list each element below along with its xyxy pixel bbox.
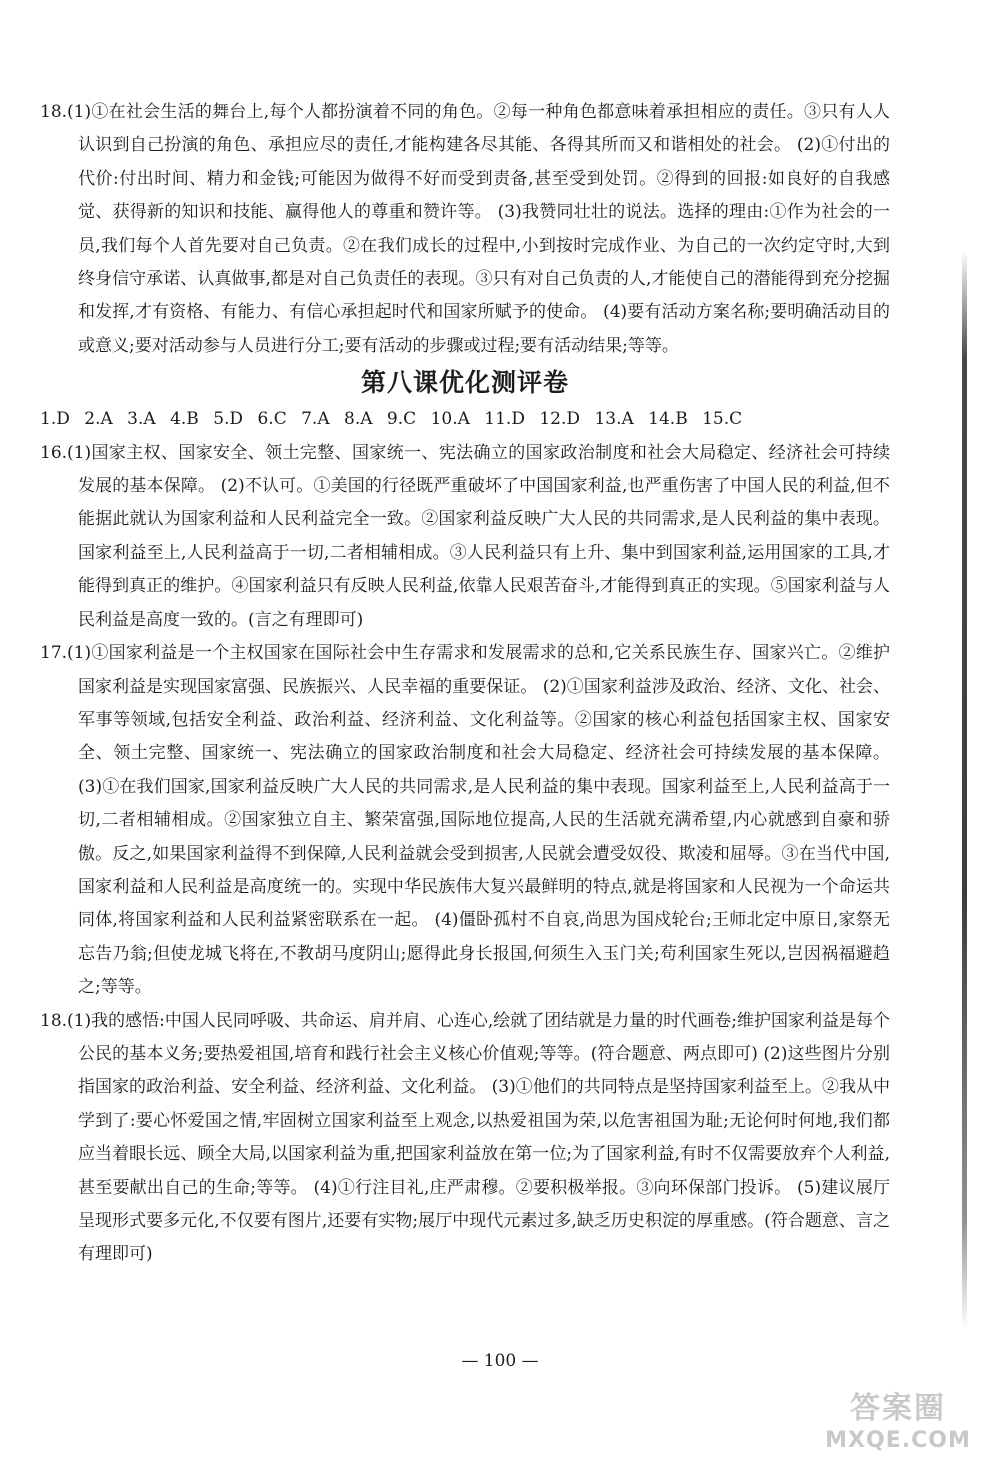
section-title: 第八课优化测评卷 [360, 368, 569, 398]
mc-answer: 11.D [484, 409, 525, 430]
answer-paragraph-16: 16.(1)国家主权、国家安全、领土完整、国家统一、宪法确立的国家政治制度和社会大局稳定、经济社会可持续发展的基本保障。 (2)不认可。①美国的行径既严重破坏了中国国家利益,也严重伤害了中国人民的利益,但不能据此就认为国家利益和人民利益完全一致。②国家利益反映广大人民的共同需求,是人民利益的集中表现。国家利益至上,人民利益高于一切,二者相辅相成。③人民利益只有上升、集中到国家利益,运用国家的工具,才能得到真正的维护。④国家利益只有反映人民利益,依靠人民艰苦奋斗,才能得到真正的实现。⑤国家利益与人民利益是高度一致的。(言之有理即可) [40, 442, 890, 630]
answer-page [40, 96, 890, 1272]
mc-answer: 3.A [127, 409, 156, 430]
mc-answer: 13.A [594, 409, 634, 430]
mc-answer: 2.A [84, 409, 113, 430]
mc-answer: 10.A [430, 409, 470, 430]
answers-bottom [40, 437, 890, 1272]
mc-answer: 4.B [170, 409, 199, 430]
answer-paragraph-18: 18.(1)我的感悟:中国人民同呼吸、共命运、肩并肩、心连心,绘就了团结就是力量的时代画卷;维护国家利益是每个公民的基本义务;要热爱祖国,培育和践行社会主义核心价值观;等等。(符合题意、两点即可) (2)这些图片分别指国家的政治利益、安全利益、经济利益、文化利益。 (3)①他们的共同特点是坚持国家利益至上。②我从中学到了:要心怀爱国之情,牢固树立国家利益至上观念,以热爱祖国为荣,以危害祖国为耻;无论何时何地,我们都应当着眼长远、顾全大局,以国家利益为重,把国家利益放在第一位;为了国家利益,有时不仅需要放弃个人利益,甚至要献出自己的生命;等等。 (4)①行注目礼,庄严肃穆。②要积极举报。③向环保部门投诉。 (5)建议展厅呈现形式要多元化,不仅要有图片,还要有实物;展厅中现代元素过多,缺乏历史积淀的厚重感。(符合题意、言之有理即可) [40, 1010, 890, 1265]
answer-paragraph-17: 17.(1)①国家利益是一个主权国家在国际社会中生存需求和发展需求的总和,它关系民族生存、国家兴亡。②维护国家利益是实现国家富强、民族振兴、人民幸福的重要保证。 (2)①国家利益涉及政治、经济、文化、社会、军事等领域,包括安全利益、政治利益、经济利益、文化利益等。②国家的核心利益包括国家主权、国家安全、领土完整、国家统一、宪法确立的国家政治制度和社会大局稳定、经济社会可持续发展的基本保障。 (3)①在我们国家,国家利益反映广大人民的共同需求,是人民利益的集中表现。国家利益至上,人民利益高于一切,二者相辅相成。②国家独立自主、繁荣富强,国际地位提高,人民的生活就充满希望,内心就感到自豪和骄傲。反之,如果国家利益得不到保障,人民利益就会受到损害,人民就会遭受奴役、欺凌和屈辱。③在当代中国,国家利益和人民利益是高度统一的。实现中华民族伟大复兴最鲜明的特点,就是将国家和人民视为一个命运共同体,将国家利益和人民利益紧密联系在一起。 (4)僵卧孤村不自哀,尚思为国戍轮台;王师北定中原日,家祭无忘告乃翁;但使龙城飞将在,不教胡马度阴山;愿得此身长报国,何须生入玉门关;苟利国家生死以,岂因祸福避趋之;等等。 [40, 643, 890, 998]
watermark-logo [808, 1392, 988, 1458]
answer-paragraph-18-prev: 18.(1)①在社会生活的舞台上,每个人都扮演着不同的角色。②每一种角色都意味着承担相应的责任。③只有人人认识到自己扮演的角色、承担应尽的责任,才能构建各尽其能、各得其所而又和谐相处的社会。 (2)①付出的代价:付出时间、精力和金钱;可能因为做得不好而受到责备,甚至受到处罚。②得到的回报:如良好的自我感觉、获得新的知识和技能、赢得他人的尊重和赞许等。 (3)我赞同壮壮的说法。选择的理由:①作为社会的一员,我们每个人首先要对自己负责。②在我们成长的过程中,小到按时完成作业、为自己的一次约定守时,大到终身信守承诺、认真做事,都是对自己负责任的表现。③只有对自己负责的人,才能使自己的潜能得到充分挖掘和发挥,才有资格、有能力、有信心承担起时代和国家所赋予的使命。 (4)要有活动方案名称;要明确活动目的或意义;要对活动参与人员进行分工;要有活动的步骤或过程;要有活动结果;等等。 [40, 102, 890, 356]
scan-edge-shadow [962, 250, 967, 1330]
mc-answer: 1.D [40, 409, 70, 430]
watermark-title: 答案圈 [850, 1391, 946, 1426]
mc-answer: 8.A [344, 409, 373, 430]
mc-answer: 14.B [648, 409, 688, 430]
page-number: — 100 — [461, 1351, 539, 1371]
mc-answer: 12.D [539, 409, 581, 430]
mc-answer: 6.C [257, 409, 287, 430]
multiple-choice-answers [40, 403, 890, 436]
mc-answer: 9.C [386, 409, 417, 430]
watermark-domain: MXQE.COM [825, 1428, 971, 1453]
answers-top [40, 96, 890, 363]
mc-answer: 15.C [702, 409, 743, 430]
mc-answer: 5.D [213, 409, 244, 430]
mc-answer: 7.A [301, 409, 330, 430]
